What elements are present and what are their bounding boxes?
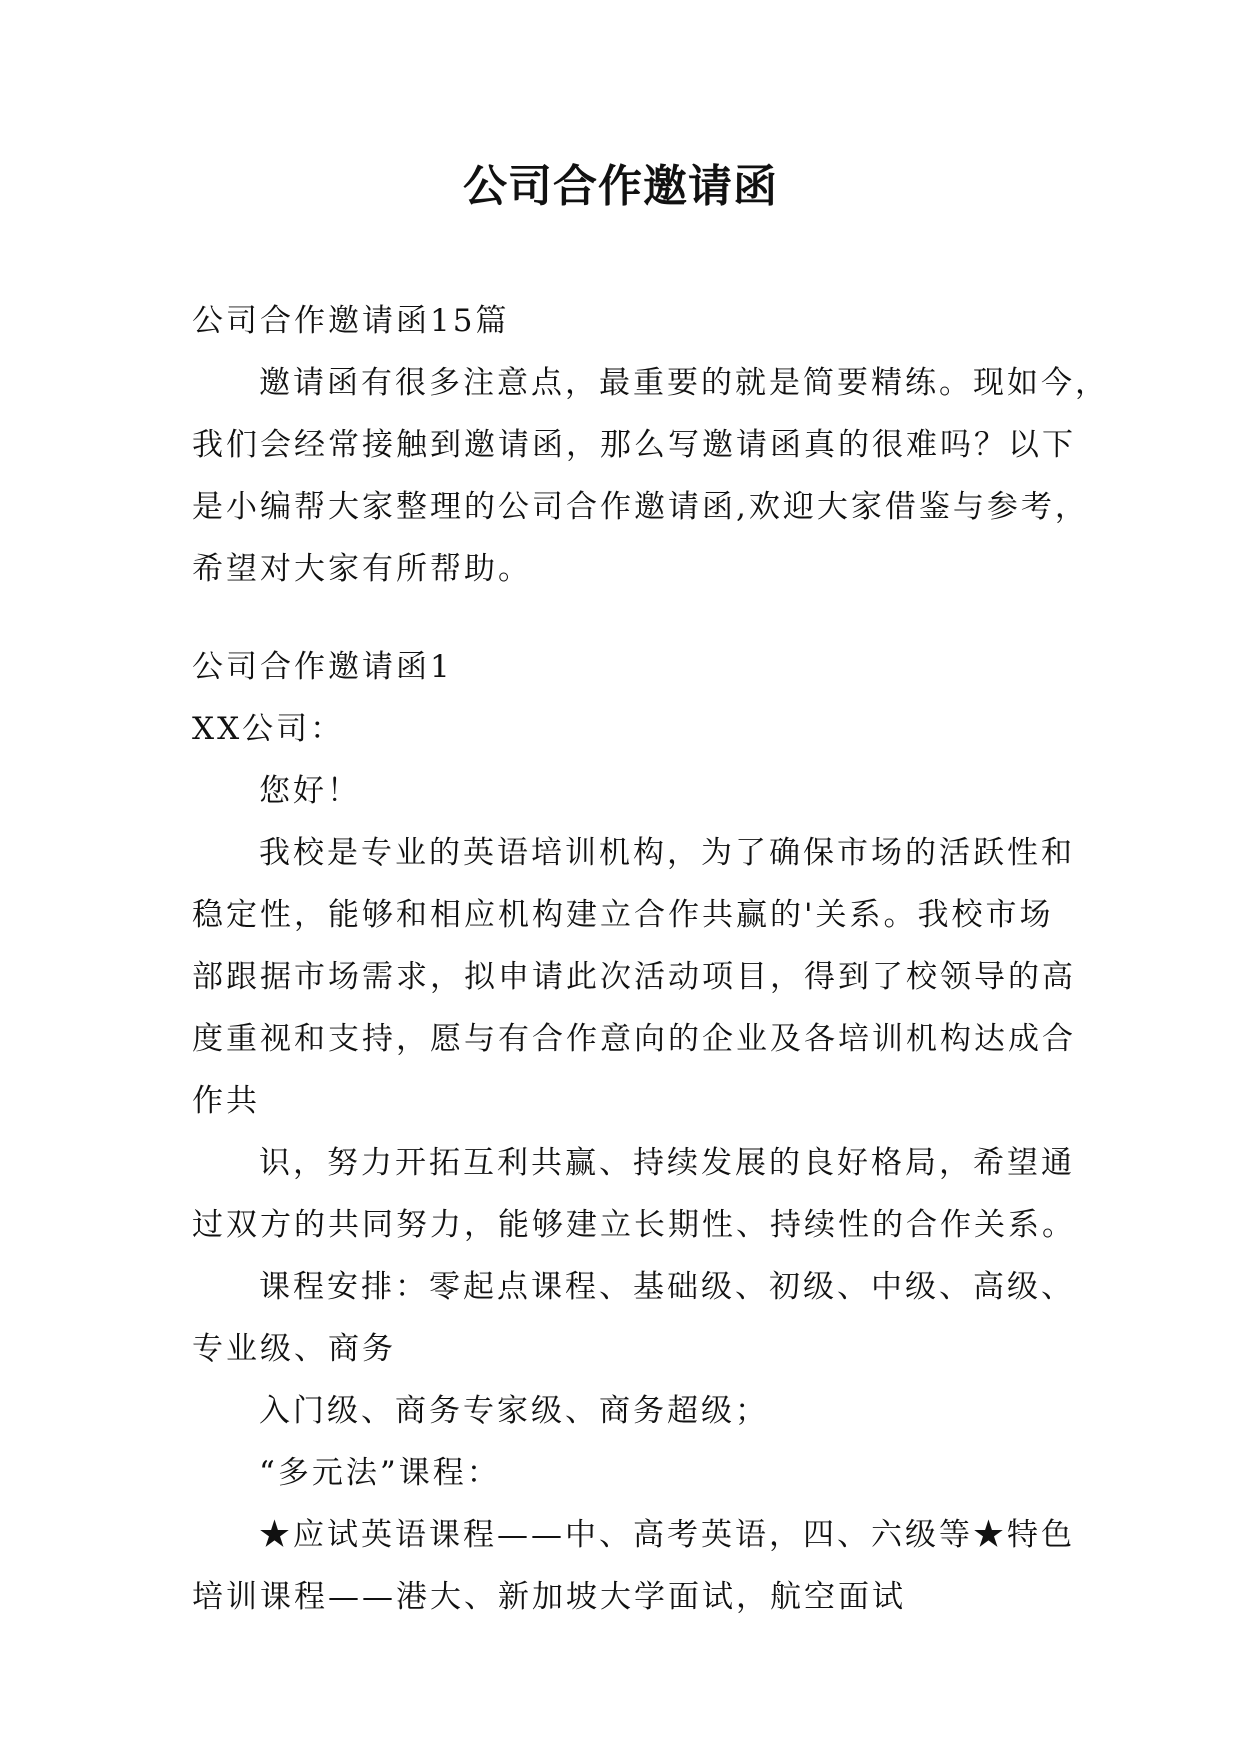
document-title: 公司合作邀请函: [463, 161, 778, 212]
paragraph-line: 作共: [192, 1083, 260, 1119]
paragraph-line: 识，努力开拓互利共赢、持续发展的良好格局，希望通: [259, 1145, 1075, 1181]
section-heading: 公司合作邀请函1: [192, 649, 453, 685]
intro-line: 我们会经常接触到邀请函，那么写邀请函真的很难吗？以下: [192, 427, 1076, 463]
greeting: 您好！: [259, 773, 361, 809]
document-subtitle: 公司合作邀请函15篇: [192, 303, 510, 339]
method-line: “多元法”课程：: [259, 1455, 501, 1491]
salutation: XX公司：: [192, 711, 345, 747]
intro-line: 邀请函有很多注意点，最重要的就是简要精练。现如今，: [259, 365, 1109, 401]
intro-line: 希望对大家有所帮助。: [192, 551, 532, 587]
course-continuation: 入门级、商务专家级、商务超级；: [259, 1393, 769, 1429]
document-body: [192, 290, 1109, 1628]
intro-line: 是小编帮大家整理的公司合作邀请函,欢迎大家借鉴与参考，: [192, 489, 1089, 525]
paragraph-line: 度重视和支持，愿与有合作意向的企业及各培训机构达成合: [192, 1021, 1076, 1057]
section-gap: [192, 600, 1062, 636]
paragraph-line: 稳定性，能够和相应机构建立合作共赢的'关系。我校市场: [192, 897, 1054, 933]
paragraph-line: 过双方的共同努力，能够建立长期性、持续性的合作关系。: [192, 1207, 1076, 1243]
course-line: 课程安排：零起点课程、基础级、初级、中级、高级、: [259, 1269, 1075, 1305]
paragraph-line: 我校是专业的英语培训机构，为了确保市场的活跃性和: [259, 835, 1075, 871]
feature-line: ★应试英语课程——中、高考英语，四、六级等★特色: [259, 1517, 1075, 1553]
feature-line: 培训课程——港大、新加坡大学面试，航空面试: [192, 1579, 906, 1615]
course-line: 专业级、商务: [192, 1331, 396, 1367]
paragraph-line: 部跟据市场需求，拟申请此次活动项目，得到了校领导的高: [192, 959, 1076, 995]
